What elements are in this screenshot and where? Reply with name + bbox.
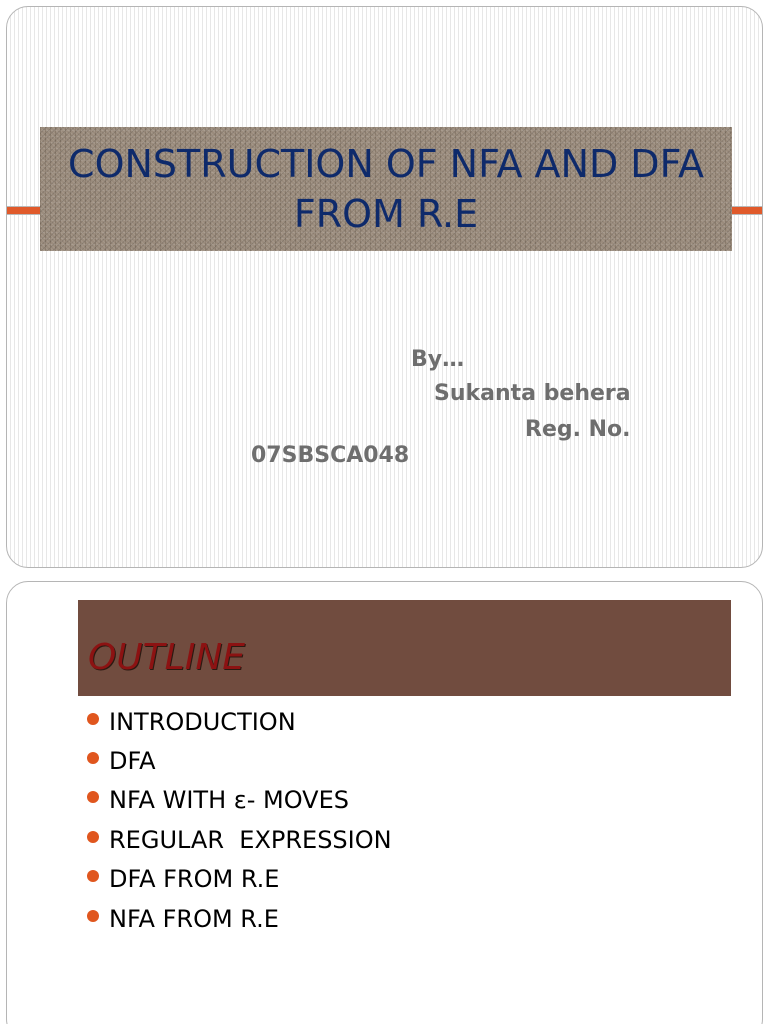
- reg-number: 07SBSCA048: [251, 443, 410, 468]
- bullet-icon: [87, 831, 99, 843]
- list-item: [87, 860, 392, 899]
- slide-title: CONSTRUCTION OF NFA AND DFA FROM R.E: [68, 142, 704, 236]
- list-item-text: DFA: [109, 747, 156, 776]
- list-item-text: NFA WITH ε- MOVES: [109, 786, 349, 815]
- author-name: Sukanta behera: [434, 381, 631, 406]
- outline-slide: [6, 581, 763, 1024]
- accent-line-right: [728, 206, 762, 215]
- bullet-icon: [87, 870, 99, 882]
- list-item: [87, 820, 392, 859]
- list-item-text: NFA FROM R.E: [109, 904, 279, 933]
- list-item: [87, 899, 392, 938]
- title-slide: [6, 6, 763, 568]
- reg-label: Reg. No.: [525, 417, 631, 442]
- accent-line-left: [7, 206, 41, 215]
- outline-title-bar: [78, 600, 731, 696]
- by-label: By…: [411, 347, 465, 372]
- list-item-text: DFA FROM R.E: [109, 865, 280, 894]
- list-item: [87, 781, 392, 820]
- bullet-icon: [87, 910, 99, 922]
- bullet-icon: [87, 791, 99, 803]
- bullet-icon: [87, 752, 99, 764]
- list-item-text: INTRODUCTION: [109, 707, 296, 736]
- list-item: [87, 741, 392, 780]
- title-banner: [40, 127, 732, 251]
- outline-title: OUTLINE: [88, 637, 246, 678]
- bullet-icon: [87, 713, 99, 725]
- list-item: [87, 702, 392, 741]
- outline-list: [87, 702, 392, 938]
- list-item-text: REGULAR EXPRESSION: [109, 825, 392, 854]
